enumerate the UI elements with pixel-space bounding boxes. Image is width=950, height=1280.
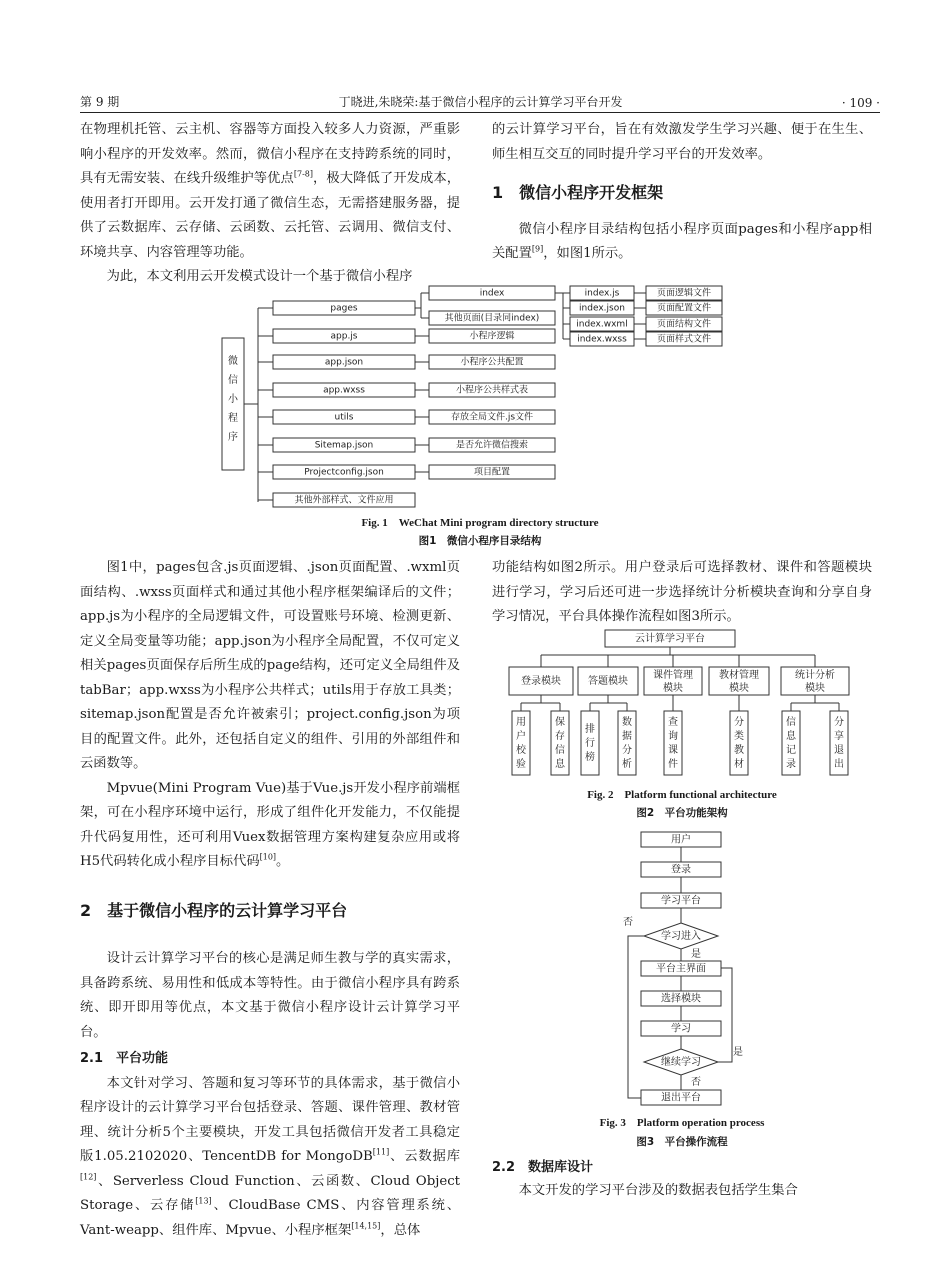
header-rule [80,112,880,113]
page-number: · 109 · [841,96,880,110]
leaf-char: 行 [585,738,595,749]
issue-number: 第 9 期 [80,95,120,109]
index-file-desc-label: 页面配置文件 [656,303,712,314]
leaf-char: 析 [622,759,632,770]
citation: [10] [259,852,277,862]
right-column-end [492,1157,872,1204]
item-label: app.wxss [323,385,365,396]
paragraph: 图1中，pages包含.js页面逻辑、.json页面配置、.wxml页面结构、.wxss页面样式和通过其他小程序框架编译后的文件；app.js为小程序的全局逻辑文件，可设置账号环境、检测更新、定义全局变量等功能；app.json为小程序全局配置，不仅可定义相关pages页面保存后所生成的page结构，还可定义全局组件及tabBar；app.wxss为小程序公共样式；utils用于存放工具类；sitemap.json配置是否允许被索引；project.config.json为项目的配置文件。此外，还包括自定义的组件、引用的外部组件和云函数等。 [80,560,460,771]
paragraph: 微信小程序目录结构包括小程序页面pages和小程序app相关配置[9]，如图1所示。 [492,221,872,261]
flow-label: 学习 [671,1023,691,1035]
item-label: 其他外部样式、文件应用 [294,495,394,506]
figure-3-caption-en: Fig. 3 Platform operation process [599,1117,765,1129]
figure-1-directory-structure [215,282,735,512]
index-file-label: index.js [584,288,620,299]
section-1-title: 1 微信小程序开发框架 [492,183,664,202]
leaf-char: 询 [668,731,678,742]
decision-label: 学习进入 [661,931,701,942]
flow-label: 平台主界面 [656,963,706,975]
figure-3-caption-cn: 图3 平台操作流程 [636,1136,728,1148]
module-label: 统计分析 [795,670,835,681]
leaf-char: 件 [668,759,678,770]
leaf-char: 数 [622,717,632,728]
module-label: 模块 [729,683,749,694]
leaf-char: 户 [516,731,526,742]
flow-label: 退出平台 [661,1092,701,1104]
citation: [9] [531,244,544,254]
leaf-char: 保 [555,717,565,728]
leaf-char: 分 [734,717,744,728]
leaf-char: 校 [516,745,526,756]
figure-2-caption-en: Fig. 2 Platform functional architecture [587,789,777,801]
figure-1-caption-cn: 图1 微信小程序目录结构 [418,535,542,547]
paragraph: 为此，本文利用云开发模式设计一个基于微信小程序 [106,269,413,284]
module-label: 模块 [805,683,825,694]
root-node-char: 程 [228,413,238,424]
leaf-char: 信 [786,717,796,728]
figure-2-functional-architecture [505,627,865,782]
module-label: 登录模块 [521,676,561,687]
paragraph: 本文开发的学习平台涉及的数据表包括学生集合 [518,1183,798,1198]
index-file-desc-label: 页面结构文件 [656,319,712,330]
branch-label: 否 [691,1077,701,1088]
flow-label: 学习平台 [661,895,701,907]
leaf-char: 存 [555,731,565,742]
flow-label: 选择模块 [661,993,701,1005]
flow-label: 用户 [671,834,691,846]
flow-label: 登录 [671,864,691,876]
paragraph: 功能结构如图2所示。用户登录后可选择教材、课件和答题模块进行学习，学习后还可进一步选择统计分析模块查询和分享自身学习情况，平台具体操作流程如图3所示。 [492,560,872,624]
root-node-char: 序 [228,432,238,443]
leaf-char: 记 [786,745,796,756]
item-label: app.json [324,357,364,368]
leaf-char: 息 [786,731,796,742]
leaf-char: 录 [786,759,796,770]
index-file-label: index.json [579,303,625,314]
item-label: pages [330,303,358,314]
connector-line [628,936,644,1098]
root-node-char: 微 [228,356,238,367]
leaf-char: 用 [516,717,526,728]
leaf-char: 教 [734,745,744,756]
running-title: 丁晓进,朱晓荣:基于微信小程序的云计算学习平台开发 [338,95,623,109]
description-label: 小程序逻辑 [469,331,515,342]
root-node-char: 信 [228,375,238,386]
figure-2-caption-cn: 图2 平台功能架构 [636,807,728,819]
description-label: 项目配置 [473,467,511,478]
description-label: 小程序公共样式表 [455,385,529,396]
subsection-2-2-title: 2.2 数据库设计 [492,1160,594,1175]
item-label: Sitemap.json [314,440,374,451]
leaf-char: 信 [555,745,565,756]
leaf-char: 排 [585,724,595,735]
running-header [80,90,880,110]
pages-child-label: index [479,288,505,299]
index-file-desc-label: 页面逻辑文件 [656,288,712,299]
leaf-char: 材 [734,759,744,770]
leaf-char: 享 [834,731,844,742]
leaf-char: 分 [622,745,632,756]
leaf-char: 验 [516,759,526,770]
item-label: app.js [330,331,358,342]
left-column-top [80,118,460,290]
paragraph: 的云计算学习平台，旨在有效激发学生学习兴趣、便于在生生、师生相互交互的同时提升学习平台的开发效率。 [492,122,872,162]
connector-line [718,968,732,1062]
root-node-char: 小 [228,394,238,405]
citation: [13] [195,1196,212,1206]
module-label: 答题模块 [588,676,628,687]
leaf-char: 榜 [585,752,595,763]
paragraph: 设计云计算学习平台的核心是满足师生教与学的真实需求，具备跨系统、易用性和低成本等特性。由于微信小程序具有跨系统、即开即用等优点，本文基于微信小程序设计云计算学习平台。 [80,951,460,1040]
leaf-char: 查 [668,717,678,728]
paragraph: 本文针对学习、答题和复习等环节的具体需求，基于微信小程序设计的云计算学习平台包括登录、答题、课件管理、教材管理、统计分析5个主要模块，开发工具包括微信开发者工具稳定版1.05.2102020、TencentDB for MongoDB[11]、云数据库[12]、Serverless Cloud Function、云函数、Cloud Object Storage、云存储[13]、CloudBase CMS、内容管理系统、Vant-weapp、组件库、Mpvue、小程序框架[14,15]，总体 [80,1075,461,1238]
branch-label: 是 [733,1047,743,1058]
citation: [7-8] [293,169,313,179]
item-label: Projectconfig.json [304,467,384,478]
leaf-char: 退 [834,745,844,756]
module-label: 模块 [663,683,683,694]
branch-label: 否 [623,917,633,928]
leaf-char: 据 [622,731,632,742]
figure-3-operation-process [620,828,760,1110]
description-label: 小程序公共配置 [460,357,524,368]
item-label: utils [334,412,354,423]
index-file-label: index.wxss [577,334,627,345]
description-label: 是否允许微信搜索 [455,440,529,451]
leaf-char: 课 [668,745,678,756]
root-node-label: 云计算学习平台 [635,633,705,645]
index-file-desc-label: 页面样式文件 [656,334,712,345]
description-label: 存放全局文件.js文件 [450,412,534,423]
citation: [14,15] [351,1221,381,1231]
module-label: 教材管理 [719,670,759,681]
paragraph: 在物理机托管、云主机、容器等方面投入较多人力资源，严重影响小程序的开发效率。然而，微信小程序在支持跨系统的同时，具有无需安装、在线升级维护等优点[7-8]，极大降低了开发成本，使用者打开即用。云开发打通了微信生态，无需搭建服务器，提供了云数据库、云存储、云函数、云托管、云调用、微信支付、环境共享、内容管理等功能。 [80,122,461,260]
pages-child-label: 其他页面(目录同index) [444,313,540,324]
right-column-bottom [492,556,872,630]
section-2-title: 2 基于微信小程序的云计算学习平台 [80,900,348,920]
subsection-2-1-title: 2.1 平台功能 [80,1051,169,1066]
citation: [12] [80,1172,97,1182]
citation: [11] [372,1147,390,1157]
left-column-bottom [80,556,460,1243]
branch-label: 是 [691,949,701,960]
paragraph: Mpvue(Mini Program Vue)基于Vue.js开发小程序前端框架，可在小程序环境中运行，形成了组件化开发能力，不仅能提升代码复用性，还可利用Vuex数据管理方案构建复杂应用或将H5代码转化成小程序目标代码[10]。 [80,780,460,869]
index-file-label: index.wxml [576,319,628,330]
decision-label: 继续学习 [661,1057,701,1068]
leaf-char: 类 [734,731,744,742]
leaf-char: 息 [555,759,565,770]
leaf-char: 出 [834,759,844,770]
right-column-top [492,118,872,267]
figure-1-caption-en: Fig. 1 WeChat Mini program directory structure [361,517,599,529]
leaf-char: 分 [834,717,844,728]
module-label: 课件管理 [653,670,693,681]
